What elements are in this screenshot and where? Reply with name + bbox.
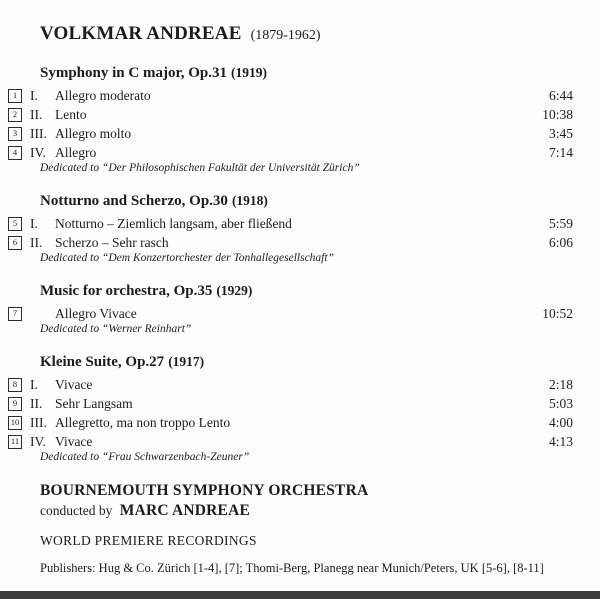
track-row [8, 304, 600, 323]
work-name: Music for orchestra, Op.35 [40, 283, 213, 299]
work-group [0, 278, 600, 337]
track-number-box: 7 [8, 307, 22, 321]
work-year: (1917) [168, 354, 205, 369]
track-row [8, 105, 600, 124]
track-row [8, 432, 600, 451]
movement-numeral: II. [30, 234, 43, 250]
work-name: Kleine Suite, Op.27 [40, 354, 165, 370]
work-year: (1919) [231, 65, 267, 80]
track-number-box: 6 [8, 236, 22, 250]
work-year: (1918) [231, 193, 268, 208]
track-duration: 6:06 [548, 234, 573, 250]
track-title: Vivace [55, 376, 93, 392]
conductor-name: MARC ANDREAE [119, 502, 251, 519]
track-title: Allegro Vivace [55, 305, 137, 321]
track-duration: 7:14 [548, 144, 573, 160]
track-title: Notturno – Ziemlich langsam, aber fließend [55, 215, 292, 231]
work-group [0, 349, 600, 465]
credits-section [40, 481, 600, 577]
track-row [8, 143, 600, 162]
track-title: Lento [55, 106, 87, 122]
track-title: Allegro moderato [55, 87, 151, 103]
orchestra-name: BOURNEMOUTH SYMPHONY ORCHESTRA [40, 482, 369, 499]
track-number-box: 9 [8, 397, 22, 411]
track-duration: 5:03 [548, 395, 573, 411]
composer-name: VOLKMAR ANDREAE [40, 23, 242, 44]
track-title: Allegro [55, 144, 97, 160]
dedication-note: Dedicated to “Dem Konzertorchester der Tonhallegesellschaft” [40, 252, 334, 264]
track-number-box: 4 [8, 146, 22, 160]
conductor-line [40, 501, 600, 521]
work-title [40, 60, 600, 83]
works-list [0, 60, 600, 465]
track-row [8, 233, 600, 252]
movement-numeral: III. [30, 414, 47, 430]
composer-dates: (1879-1962) [250, 28, 321, 43]
work-name: Symphony in C major, Op.31 [40, 65, 227, 81]
track-duration: 4:00 [548, 414, 573, 430]
track-row [8, 375, 600, 394]
track-number-box: 11 [8, 435, 22, 449]
track-number-box: 10 [8, 416, 22, 430]
track-duration: 2:18 [548, 376, 573, 392]
track-number-box: 1 [8, 89, 22, 103]
track-duration: 10:52 [542, 305, 573, 321]
premiere-note: WORLD PREMIERE RECORDINGS [40, 533, 257, 548]
track-title: Allegretto, ma non troppo Lento [55, 414, 231, 430]
work-year: (1929) [216, 283, 253, 298]
movement-numeral: II. [30, 106, 43, 122]
movement-numeral: I. [30, 87, 38, 103]
work-title [40, 278, 600, 301]
track-number-box: 5 [8, 217, 22, 231]
work-title [40, 188, 600, 211]
track-title: Sehr Langsam [55, 395, 133, 411]
track-row [8, 413, 600, 432]
movement-numeral: I. [30, 376, 38, 392]
work-group [0, 60, 600, 176]
movement-numeral: I. [30, 215, 38, 231]
movement-numeral: IV. [30, 433, 46, 449]
work-group [0, 188, 600, 266]
work-name: Notturno and Scherzo, Op.30 [40, 193, 228, 209]
dedication-note: Dedicated to “Werner Reinhart” [40, 323, 192, 335]
movement-numeral: II. [30, 395, 43, 411]
movement-numeral: III. [30, 125, 47, 141]
track-row [8, 394, 600, 413]
track-duration: 5:59 [548, 215, 573, 231]
track-row [8, 124, 600, 143]
track-number-box: 3 [8, 127, 22, 141]
track-title: Scherzo – Sehr rasch [55, 234, 169, 250]
composer-header [40, 22, 600, 48]
track-duration: 6:44 [548, 87, 573, 103]
movement-numeral: IV. [30, 144, 46, 160]
track-duration: 4:13 [548, 433, 573, 449]
track-title: Allegro molto [55, 125, 132, 141]
track-number-box: 8 [8, 378, 22, 392]
track-row [8, 214, 600, 233]
track-duration: 3:45 [548, 125, 573, 141]
track-row [8, 86, 600, 105]
conducted-by-label: conducted by [40, 503, 113, 518]
dedication-note: Dedicated to “Der Philosophischen Fakultät der Universität Zürich” [40, 162, 360, 174]
work-title [40, 349, 600, 372]
publishers-note: Publishers: Hug & Co. Zürich [1-4], [7]; Thomi-Berg, Planegg near Munich/Peters, UK [5-6], [8-11] [40, 561, 544, 575]
track-number-box: 2 [8, 108, 22, 122]
track-title: Vivace [55, 433, 93, 449]
dedication-note: Dedicated to “Frau Schwarzenbach-Zeuner” [40, 451, 250, 463]
bottom-bar [0, 591, 600, 599]
track-duration: 10:38 [542, 106, 573, 122]
